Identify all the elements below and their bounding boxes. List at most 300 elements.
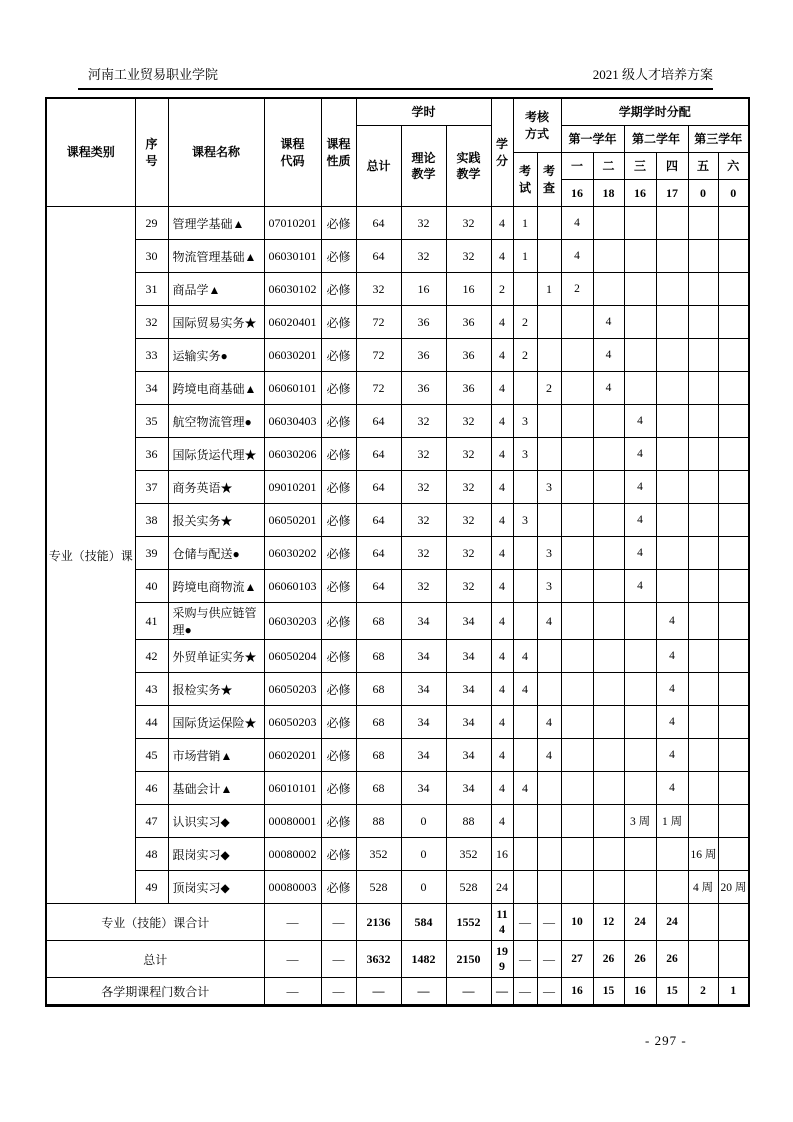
- credits: 4: [491, 306, 513, 339]
- semester-4-hours: [656, 405, 688, 438]
- hours-theory: 32: [401, 207, 446, 240]
- hours-total: 72: [356, 339, 401, 372]
- semester-4-hours: [656, 438, 688, 471]
- summary-semester-3: 24: [624, 904, 656, 941]
- hours-theory: 32: [401, 570, 446, 603]
- semester-1-hours: [561, 471, 593, 504]
- hours-total: 64: [356, 240, 401, 273]
- credits: 4: [491, 240, 513, 273]
- credits: 4: [491, 640, 513, 673]
- assessment-check: 3: [537, 537, 561, 570]
- semester-4-hours: [656, 471, 688, 504]
- semester-6-hours: [718, 240, 749, 273]
- course-name: 国际货运代理★: [168, 438, 264, 471]
- semester-6-hours: [718, 372, 749, 405]
- hours-theory: 34: [401, 772, 446, 805]
- semester-4-hours: [656, 838, 688, 871]
- semester-2-hours: [593, 438, 624, 471]
- hours-practice: 16: [446, 273, 491, 306]
- semester-3-hours: [624, 306, 656, 339]
- hours-theory: 32: [401, 471, 446, 504]
- hours-theory: 0: [401, 871, 446, 904]
- hours-total: 72: [356, 372, 401, 405]
- semester-3-hours: [624, 772, 656, 805]
- hours-practice: 34: [446, 603, 491, 640]
- course-row: [46, 805, 749, 838]
- semester-2-hours: [593, 207, 624, 240]
- semester-3-hours: 4: [624, 471, 656, 504]
- hours-total: 64: [356, 471, 401, 504]
- col-header-semester-3: 三: [624, 153, 656, 180]
- summary-hours-practice: 1552: [446, 904, 491, 941]
- course-row: [46, 273, 749, 306]
- course-row: [46, 739, 749, 772]
- semester-5-hours: [688, 640, 718, 673]
- semester-2-hours: [593, 504, 624, 537]
- semester-1-hours: [561, 805, 593, 838]
- summary-semester-1: 16: [561, 978, 593, 1006]
- summary-semester-5: 2: [688, 978, 718, 1006]
- col-header-assessment-group: 考核方式: [513, 98, 561, 153]
- document-header: [78, 64, 713, 90]
- semester-6-hours: [718, 207, 749, 240]
- summary-semester-4: 26: [656, 941, 688, 978]
- credits: 4: [491, 570, 513, 603]
- semester-3-hours: [624, 273, 656, 306]
- hours-practice: 528: [446, 871, 491, 904]
- course-seq: 41: [135, 603, 168, 640]
- course-seq: 30: [135, 240, 168, 273]
- hours-theory: 34: [401, 603, 446, 640]
- summary-row: [46, 904, 749, 941]
- course-code: 06050201: [264, 504, 321, 537]
- semester-5-hours: 16 周: [688, 838, 718, 871]
- semester-1-hours: [561, 339, 593, 372]
- course-code: 06060103: [264, 570, 321, 603]
- course-code: 00080003: [264, 871, 321, 904]
- course-name: 跟岗实习◆: [168, 838, 264, 871]
- semester-4-hours: 4: [656, 640, 688, 673]
- summary-label: 总计: [46, 941, 264, 978]
- course-row: [46, 504, 749, 537]
- assessment-exam: [513, 372, 537, 405]
- semester-4-hours: 1 周: [656, 805, 688, 838]
- hours-practice: 88: [446, 805, 491, 838]
- summary-semester-3: 16: [624, 978, 656, 1006]
- hours-theory: 16: [401, 273, 446, 306]
- hours-theory: 0: [401, 805, 446, 838]
- hours-practice: 36: [446, 372, 491, 405]
- hours-theory: 34: [401, 640, 446, 673]
- semester-2-hours: [593, 240, 624, 273]
- course-seq: 43: [135, 673, 168, 706]
- course-row: [46, 706, 749, 739]
- semester-6-hours: [718, 339, 749, 372]
- hours-total: 68: [356, 739, 401, 772]
- semester-5-hours: [688, 471, 718, 504]
- assessment-exam: 3: [513, 405, 537, 438]
- course-seq: 48: [135, 838, 168, 871]
- summary-label: 各学期课程门数合计: [46, 978, 264, 1006]
- course-row: [46, 640, 749, 673]
- course-name: 报检实务★: [168, 673, 264, 706]
- semester-5-hours: [688, 805, 718, 838]
- hours-total: 528: [356, 871, 401, 904]
- hours-total: 72: [356, 306, 401, 339]
- semester-6-hours: [718, 273, 749, 306]
- col-header-course-name: 课程名称: [168, 98, 264, 207]
- course-code: 00080001: [264, 805, 321, 838]
- semester-3-hours: 4: [624, 438, 656, 471]
- semester-weeks-2: 18: [593, 180, 624, 207]
- semester-6-hours: [718, 570, 749, 603]
- summary-exam: —: [513, 978, 537, 1006]
- course-seq: 33: [135, 339, 168, 372]
- credits: 4: [491, 438, 513, 471]
- semester-4-hours: 4: [656, 739, 688, 772]
- course-row: [46, 372, 749, 405]
- course-name: 基础会计▲: [168, 772, 264, 805]
- hours-practice: 352: [446, 838, 491, 871]
- course-seq: 36: [135, 438, 168, 471]
- credits: 4: [491, 603, 513, 640]
- header-row-1: [46, 98, 749, 126]
- course-name: 国际贸易实务★: [168, 306, 264, 339]
- semester-6-hours: [718, 706, 749, 739]
- assessment-check: 4: [537, 603, 561, 640]
- summary-semester-3: 26: [624, 941, 656, 978]
- summary-hours-total: —: [356, 978, 401, 1006]
- course-seq: 32: [135, 306, 168, 339]
- col-header-hours-theory: 理论教学: [401, 126, 446, 207]
- col-header-credits: 学分: [491, 98, 513, 207]
- credits: 4: [491, 405, 513, 438]
- summary-credits: —: [491, 978, 513, 1006]
- assessment-exam: [513, 570, 537, 603]
- summary-semester-2: 12: [593, 904, 624, 941]
- hours-practice: 32: [446, 405, 491, 438]
- hours-practice: 32: [446, 438, 491, 471]
- semester-5-hours: [688, 537, 718, 570]
- summary-exam: —: [513, 941, 537, 978]
- semester-2-hours: [593, 405, 624, 438]
- col-header-hours-practice: 实践教学: [446, 126, 491, 207]
- hours-practice: 34: [446, 772, 491, 805]
- assessment-exam: [513, 273, 537, 306]
- semester-1-hours: [561, 306, 593, 339]
- course-nature: 必修: [321, 838, 356, 871]
- col-header-year2: 第二学年: [624, 126, 688, 153]
- semester-3-hours: [624, 838, 656, 871]
- semester-2-hours: [593, 273, 624, 306]
- summary-semester-2: 15: [593, 978, 624, 1006]
- col-header-year1: 第一学年: [561, 126, 624, 153]
- credits: 2: [491, 273, 513, 306]
- course-row: [46, 405, 749, 438]
- course-nature: 必修: [321, 739, 356, 772]
- summary-credits: 114: [491, 904, 513, 941]
- semester-5-hours: [688, 603, 718, 640]
- summary-credits: 199: [491, 941, 513, 978]
- course-row: [46, 603, 749, 640]
- summary-hours-practice: —: [446, 978, 491, 1006]
- semester-4-hours: [656, 504, 688, 537]
- semester-3-hours: 4: [624, 504, 656, 537]
- course-nature: 必修: [321, 438, 356, 471]
- semester-5-hours: [688, 372, 718, 405]
- hours-theory: 32: [401, 438, 446, 471]
- semester-2-hours: [593, 838, 624, 871]
- course-seq: 44: [135, 706, 168, 739]
- summary-row: [46, 941, 749, 978]
- course-name: 仓储与配送●: [168, 537, 264, 570]
- semester-3-hours: [624, 207, 656, 240]
- course-code: 09010201: [264, 471, 321, 504]
- semester-3-hours: 4: [624, 537, 656, 570]
- course-row: [46, 673, 749, 706]
- semester-4-hours: [656, 871, 688, 904]
- semester-5-hours: [688, 706, 718, 739]
- summary-check: —: [537, 941, 561, 978]
- assessment-exam: 3: [513, 504, 537, 537]
- semester-3-hours: 3 周: [624, 805, 656, 838]
- semester-4-hours: [656, 537, 688, 570]
- course-seq: 37: [135, 471, 168, 504]
- summary-semester-5: [688, 941, 718, 978]
- hours-theory: 34: [401, 706, 446, 739]
- credits: 4: [491, 772, 513, 805]
- course-name: 跨境电商基础▲: [168, 372, 264, 405]
- assessment-exam: 2: [513, 306, 537, 339]
- semester-1-hours: [561, 673, 593, 706]
- hours-practice: 34: [446, 739, 491, 772]
- course-row: [46, 240, 749, 273]
- semester-weeks-4: 17: [656, 180, 688, 207]
- assessment-check: [537, 240, 561, 273]
- course-nature: 必修: [321, 273, 356, 306]
- course-seq: 49: [135, 871, 168, 904]
- assessment-exam: [513, 537, 537, 570]
- semester-1-hours: [561, 570, 593, 603]
- hours-total: 64: [356, 504, 401, 537]
- semester-3-hours: [624, 739, 656, 772]
- semester-3-hours: [624, 640, 656, 673]
- assessment-exam: 4: [513, 673, 537, 706]
- assessment-check: 4: [537, 739, 561, 772]
- course-name: 国际货运保险★: [168, 706, 264, 739]
- semester-2-hours: [593, 471, 624, 504]
- course-code: 06030201: [264, 339, 321, 372]
- course-seq: 47: [135, 805, 168, 838]
- semester-5-hours: [688, 739, 718, 772]
- col-header-hours-total: 总计: [356, 126, 401, 207]
- course-name: 报关实务★: [168, 504, 264, 537]
- course-code: 06030202: [264, 537, 321, 570]
- semester-4-hours: [656, 372, 688, 405]
- semester-6-hours: [718, 603, 749, 640]
- semester-6-hours: [718, 772, 749, 805]
- hours-theory: 32: [401, 537, 446, 570]
- col-header-semester-2: 二: [593, 153, 624, 180]
- credits: 4: [491, 339, 513, 372]
- semester-2-hours: [593, 706, 624, 739]
- course-code: 06010101: [264, 772, 321, 805]
- semester-2-hours: [593, 772, 624, 805]
- summary-semester-4: 15: [656, 978, 688, 1006]
- course-code: 06030403: [264, 405, 321, 438]
- course-name: 物流管理基础▲: [168, 240, 264, 273]
- semester-1-hours: [561, 372, 593, 405]
- semester-6-hours: [718, 640, 749, 673]
- col-header-semester-5: 五: [688, 153, 718, 180]
- page-number: - 297 -: [645, 1033, 687, 1048]
- semester-4-hours: [656, 273, 688, 306]
- semester-1-hours: [561, 706, 593, 739]
- assessment-check: [537, 405, 561, 438]
- course-code: 06050204: [264, 640, 321, 673]
- semester-3-hours: 4: [624, 405, 656, 438]
- course-name: 跨境电商物流▲: [168, 570, 264, 603]
- assessment-exam: [513, 603, 537, 640]
- course-nature: 必修: [321, 603, 356, 640]
- course-code: 06030206: [264, 438, 321, 471]
- course-nature: 必修: [321, 805, 356, 838]
- summary-hours-theory: 1482: [401, 941, 446, 978]
- course-seq: 46: [135, 772, 168, 805]
- course-name: 运输实务●: [168, 339, 264, 372]
- col-header-semester-1: 一: [561, 153, 593, 180]
- course-code: 06050203: [264, 706, 321, 739]
- summary-hours-theory: —: [401, 978, 446, 1006]
- assessment-check: [537, 504, 561, 537]
- course-code: 06020401: [264, 306, 321, 339]
- col-header-check: 考查: [537, 153, 561, 207]
- semester-5-hours: [688, 570, 718, 603]
- semester-3-hours: [624, 240, 656, 273]
- credits: 4: [491, 673, 513, 706]
- hours-total: 64: [356, 405, 401, 438]
- summary-row: [46, 978, 749, 1006]
- course-row: [46, 772, 749, 805]
- header-left-title: 河南工业贸易职业学院: [88, 67, 219, 82]
- course-nature: 必修: [321, 339, 356, 372]
- semester-1-hours: [561, 504, 593, 537]
- assessment-exam: 2: [513, 339, 537, 372]
- semester-5-hours: [688, 405, 718, 438]
- hours-total: 352: [356, 838, 401, 871]
- summary-check: —: [537, 904, 561, 941]
- assessment-exam: 4: [513, 772, 537, 805]
- semester-2-hours: [593, 537, 624, 570]
- assessment-check: [537, 772, 561, 805]
- semester-4-hours: 4: [656, 673, 688, 706]
- semester-2-hours: [593, 570, 624, 603]
- hours-total: 64: [356, 207, 401, 240]
- summary-hours-theory: 584: [401, 904, 446, 941]
- hours-practice: 32: [446, 207, 491, 240]
- course-nature: 必修: [321, 871, 356, 904]
- course-code: 06030203: [264, 603, 321, 640]
- col-header-category: 课程类别: [46, 98, 135, 207]
- col-header-hours-group: 学时: [356, 98, 491, 126]
- assessment-exam: 1: [513, 240, 537, 273]
- credits: 4: [491, 471, 513, 504]
- course-seq: 39: [135, 537, 168, 570]
- semester-4-hours: [656, 339, 688, 372]
- course-nature: 必修: [321, 306, 356, 339]
- assessment-exam: [513, 471, 537, 504]
- course-name: 商品学▲: [168, 273, 264, 306]
- semester-2-hours: 4: [593, 306, 624, 339]
- semester-3-hours: [624, 673, 656, 706]
- summary-course-code: —: [264, 941, 321, 978]
- semester-1-hours: 4: [561, 207, 593, 240]
- course-name: 商务英语★: [168, 471, 264, 504]
- semester-6-hours: [718, 838, 749, 871]
- semester-5-hours: 4 周: [688, 871, 718, 904]
- hours-theory: 36: [401, 339, 446, 372]
- summary-exam: —: [513, 904, 537, 941]
- summary-semester-2: 26: [593, 941, 624, 978]
- semester-4-hours: 4: [656, 772, 688, 805]
- course-row: [46, 207, 749, 240]
- semester-5-hours: [688, 339, 718, 372]
- semester-5-hours: [688, 240, 718, 273]
- curriculum-table: [45, 97, 750, 1007]
- semester-6-hours: [718, 537, 749, 570]
- summary-semester-1: 27: [561, 941, 593, 978]
- semester-1-hours: 4: [561, 240, 593, 273]
- course-name: 市场营销▲: [168, 739, 264, 772]
- assessment-exam: 3: [513, 438, 537, 471]
- col-header-course-code: 课程代码: [264, 98, 321, 207]
- summary-course-code: —: [264, 904, 321, 941]
- semester-5-hours: [688, 772, 718, 805]
- assessment-check: [537, 438, 561, 471]
- semester-5-hours: [688, 306, 718, 339]
- credits: 4: [491, 504, 513, 537]
- summary-check: —: [537, 978, 561, 1006]
- course-nature: 必修: [321, 537, 356, 570]
- semester-6-hours: [718, 438, 749, 471]
- semester-5-hours: [688, 273, 718, 306]
- course-seq: 35: [135, 405, 168, 438]
- course-nature: 必修: [321, 372, 356, 405]
- assessment-check: 3: [537, 471, 561, 504]
- hours-total: 88: [356, 805, 401, 838]
- semester-weeks-5: 0: [688, 180, 718, 207]
- course-nature: 必修: [321, 706, 356, 739]
- assessment-check: [537, 673, 561, 706]
- hours-theory: 32: [401, 240, 446, 273]
- semester-6-hours: [718, 306, 749, 339]
- assessment-exam: [513, 706, 537, 739]
- semester-2-hours: 4: [593, 372, 624, 405]
- col-header-semester-6: 六: [718, 153, 749, 180]
- semester-5-hours: [688, 438, 718, 471]
- credits: 4: [491, 372, 513, 405]
- semester-4-hours: 4: [656, 706, 688, 739]
- semester-weeks-1: 16: [561, 180, 593, 207]
- semester-1-hours: [561, 838, 593, 871]
- assessment-exam: [513, 805, 537, 838]
- course-row: [46, 438, 749, 471]
- semester-6-hours: [718, 673, 749, 706]
- course-nature: 必修: [321, 207, 356, 240]
- col-header-year3: 第三学年: [688, 126, 749, 153]
- credits: 4: [491, 537, 513, 570]
- semester-6-hours: [718, 471, 749, 504]
